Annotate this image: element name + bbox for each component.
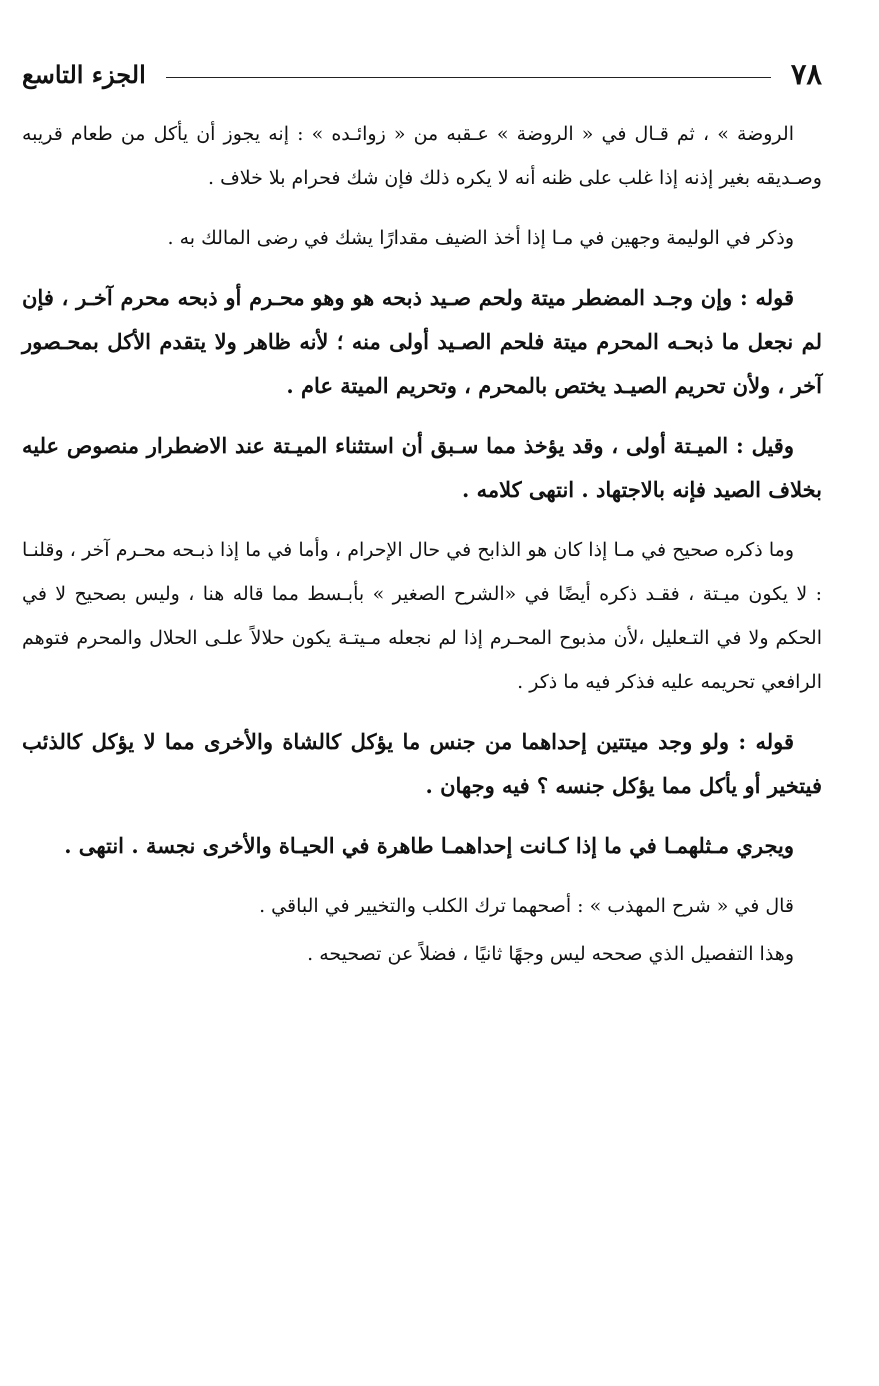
paragraph: وذكر في الوليمة وجهين في مـا إذا أخذ الضيف مقدارًا يشك في رضى المالك به . bbox=[167, 227, 794, 249]
paragraph-quote: قوله : وإن وجـد المضطر ميتة ولحم صـيد ذبحه هو وهو محـرم أو ذبحه محرم آخـر ، فإن لم نجعل ما ذبحـه المحرم ميتة فلحم الصـيد أولى منه ؛ لأنه ظاهر ولا يتقدم الأكل بمحـصور آخر ، ولأن تحريم الصيـد يختص بالمحرم ، وتحريم الميتة عام . bbox=[22, 285, 822, 398]
paragraph: الروضة » ، ثم قـال في « الروضة » عـقبه من « زوائـده » : إنه يجوز أن يأكل من طعام قريبه وصـديقه بغير إذنه إذا غلب على ظنه أنه لا يكره ذلك فإن شك فحرام بلا خلاف . bbox=[22, 123, 822, 189]
paragraph: وما ذكره صحيح في مـا إذا كان هو الذابح في حال الإحرام ، وأما في ما إذا ذبـحه محـرم آخر ، وقلنـا : لا يكون ميـتة ، فقـد ذكره أيضًا في «الشرح الصغير » بأبـسط مما قاله هنا ، وليس بصحيح لا في الحكم ولا في التـعليل ،لأن مذبوح المحـرم إذا لم نجعله مـيتـة يكون حلالاً علـى الحلال والمحرم فتوهم الرافعي تحريمه عليه فذكر فيه ما ذكر . bbox=[22, 539, 822, 693]
paragraph: قال في « شرح المهذب » : أصحهما ترك الكلب والتخيير في الباقي . bbox=[259, 895, 794, 917]
page-header bbox=[22, 52, 822, 96]
header-rule bbox=[166, 77, 771, 78]
page-number: ٧٨ bbox=[790, 57, 822, 91]
paragraph-quote: ويجري مـثلهمـا في ما إذا كـانت إحداهمـا طاهرة في الحيـاة والأخرى نجسة . انتهى . bbox=[64, 833, 794, 858]
paragraph-quote: وقيل : الميـتة أولى ، وقد يؤخذ مما سـبق أن استثناء الميـتة عند الاضطرار منصوص عليه بخلاف الصيد فإنه بالاجتهاد . انتهى كلامه . bbox=[22, 433, 822, 502]
page-body bbox=[22, 112, 822, 992]
paragraph-quote: قوله : ولو وجد ميتتين إحداهما من جنس ما يؤكل كالشاة والأخرى مما لا يؤكل كالذئب فيتخير أو يأكل مما يؤكل جنسه ؟ فيه وجهان . bbox=[22, 729, 822, 798]
running-title: الجزء التاسع bbox=[22, 59, 146, 89]
paragraph: وهذا التفصيل الذي صححه ليس وجهًا ثانيًا ، فضلاً عن تصحيحه . bbox=[307, 943, 794, 965]
